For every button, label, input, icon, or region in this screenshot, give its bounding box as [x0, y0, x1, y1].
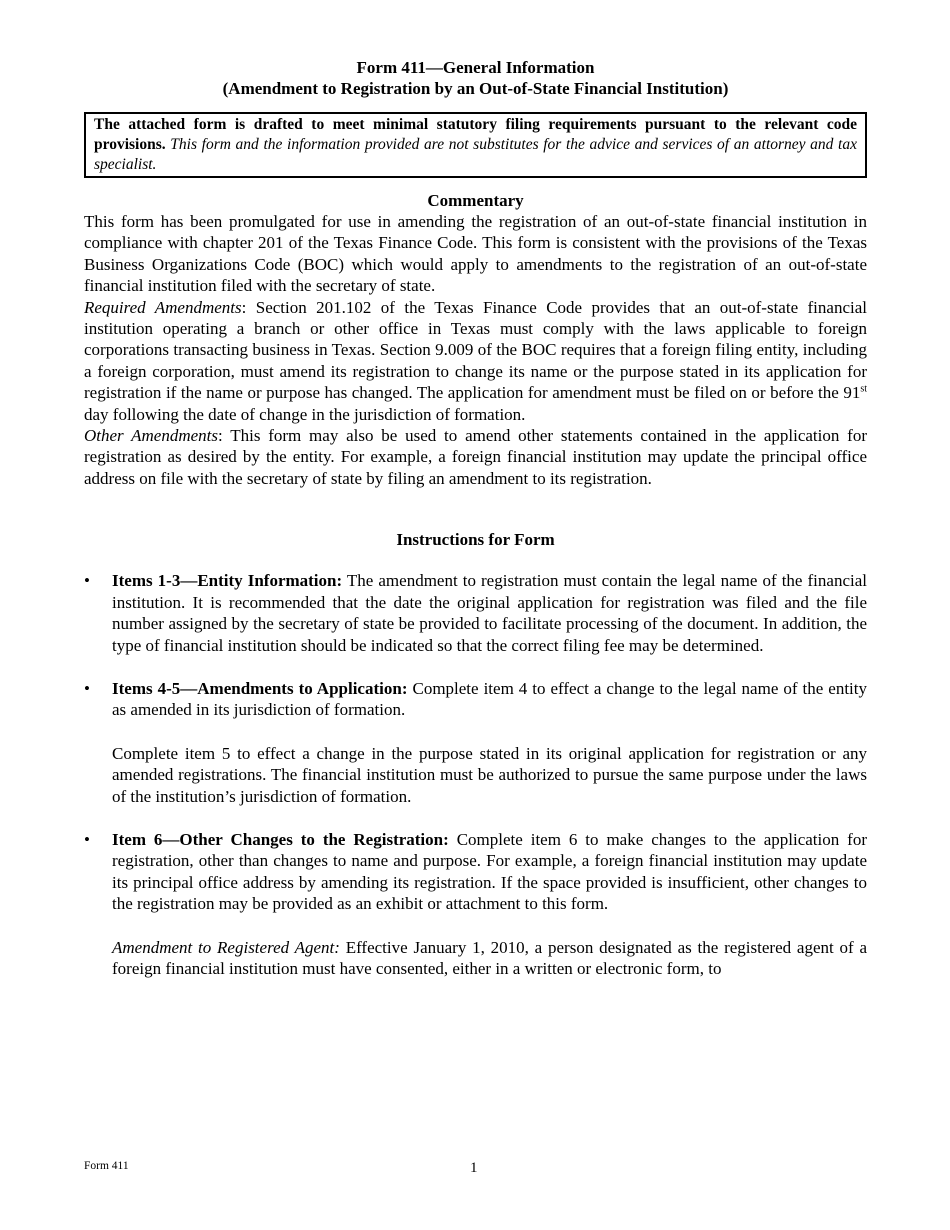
page-title: [84, 57, 867, 99]
disclaimer-box: [84, 112, 867, 178]
footer-form-label: Form 411: [84, 1160, 129, 1172]
item-heading: Items 1-3—Entity Information:: [112, 571, 343, 591]
list-item: [84, 678, 867, 807]
commentary-paragraph-1: This form has been promulgated for use in amending the registration of an out-of-state financial institution in compliance with chapter 201 of the Texas Finance Code. This form is consistent with the provisions of the Texas Business Organizations Code (BOC) which would apply to amendments to the registration of an out-of-state financial institution filed with the secretary of state.: [84, 212, 867, 296]
item-text: Complete item 4 to effect a change to the legal name of the entity as amended in its jurisdiction of formation.: [112, 678, 867, 720]
title-line-1: Form 411—General Information: [356, 58, 595, 77]
disclaimer-italic: This form and the information provided are not substitutes for the advice and services of an attorney and tax specialist.: [94, 136, 857, 173]
item-heading: Items 4-5—Amendments to Application:: [112, 678, 408, 698]
bullet-icon: •: [84, 829, 90, 849]
registered-agent-label: Amendment to Registered Agent:: [112, 937, 340, 957]
instructions-list: [84, 570, 867, 979]
bullet-icon: •: [84, 571, 90, 591]
list-item: [84, 829, 867, 979]
item-text: Complete item 6 to make changes to the application for registration, other than changes to name and purpose. For example, a foreign financial institution may update its principal office address by amending its registration. If the space provided is insufficient, other changes to the registration may be provided as an exhibit or attachment to this form.: [112, 829, 867, 914]
item-subparagraph: [112, 937, 867, 980]
ordinal-suffix: st: [860, 383, 867, 395]
commentary-heading: Commentary: [427, 191, 524, 210]
item-subparagraph: Complete item 5 to effect a change in the purpose stated in its original application for registration or any amended registrations. The financial institution must be authorized to pursue the same purpose under the laws of the institution’s jurisdiction of formation.: [112, 743, 867, 806]
bullet-icon: •: [84, 678, 90, 698]
document-page: [84, 57, 867, 979]
item-heading: Item 6—Other Changes to the Registration:: [112, 829, 449, 849]
list-item: [84, 570, 867, 656]
page-number: 1: [470, 1160, 478, 1176]
commentary-paragraph-3: [84, 425, 867, 489]
disclaimer-bold: The attached form is drafted to meet minimal statutory filing requirements pursuant to the relevant code provisions.: [94, 116, 857, 153]
registered-agent-text: Effective January 1, 2010, a person designated as the registered agent of a foreign financial institution must have consented, either in a written or electronic form, to: [112, 937, 867, 978]
required-amendments-text-a: : Section 201.102 of the Texas Finance Code provides that an out-of-state financial institution operating a branch or other office in Texas must comply with the laws applicable to foreign corporations transacting business in Texas. Section 9.009 of the BOC requires that a foreign filing entity, including a foreign corporation, must amend its registration to change its name or the purpose stated in its application for registration if the name or purpose has changed. The application for amendment must be filed on or before the 91: [84, 297, 867, 403]
commentary-paragraph-2: [84, 297, 867, 425]
other-amendments-text: : This form may also be used to amend other statements contained in the application for registration as desired by the entity. For example, a foreign financial institution may update the principal office address on file with the secretary of state by filing an amendment to its registration.: [84, 426, 867, 488]
required-amendments-text-b: day following the date of change in the jurisdiction of formation.: [84, 404, 526, 424]
item-text: The amendment to registration must contain the legal name of the financial institution. It is recommended that the date the original application for registration was filed and the file number assigned by the secretary of state be provided to facilitate processing of the document. In addition, the type of financial institution should be indicated so that the correct filing fee may be determined.: [112, 571, 867, 655]
required-amendments-label: Required Amendments: [84, 297, 242, 317]
instructions-heading: Instructions for Form: [396, 530, 555, 550]
other-amendments-label: Other Amendments: [84, 426, 219, 446]
title-line-2: (Amendment to Registration by an Out-of-State Financial Institution): [222, 79, 729, 98]
